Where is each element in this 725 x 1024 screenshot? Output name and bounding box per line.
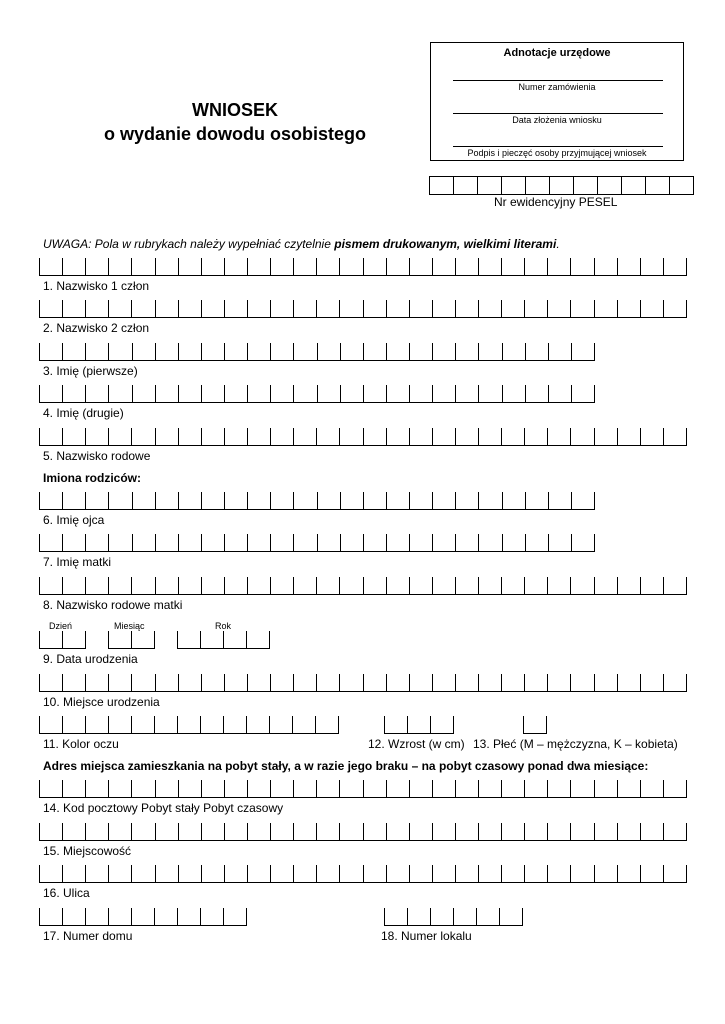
submission-date-line xyxy=(453,113,663,114)
father-name-label: 6. Imię ojca xyxy=(43,513,105,527)
pesel-label: Nr ewidencyjny PESEL xyxy=(494,195,618,209)
surname-2-label: 2. Nazwisko 2 człon xyxy=(43,321,150,335)
street-input[interactable] xyxy=(39,866,687,883)
family-name-label: 5. Nazwisko rodowe xyxy=(43,449,151,463)
height-input[interactable] xyxy=(384,717,454,734)
house-number-input[interactable] xyxy=(39,909,247,926)
postal-code-input[interactable] xyxy=(39,781,687,798)
second-name-input[interactable] xyxy=(39,386,595,403)
submission-date-caption: Data złożenia wniosku xyxy=(512,115,602,125)
first-name-input[interactable] xyxy=(39,344,595,361)
address-heading: Adres miejsca zamieszkania na pobyt stały, a w razie jego braku – na pobyt czasowy ponad dwa miesiące: xyxy=(43,759,649,773)
official-heading: Adnotacje urzędowe xyxy=(503,47,611,59)
month-caption: Miesiąc xyxy=(114,621,145,631)
mother-name-input[interactable] xyxy=(39,535,595,552)
form-subtitle: o wydanie dowodu osobistego xyxy=(103,124,366,144)
signature-caption: Podpis i pieczęć osoby przyjmującej wniosek xyxy=(467,148,647,158)
day-caption: Dzień xyxy=(49,621,73,631)
signature-line xyxy=(453,146,663,147)
parents-heading: Imiona rodziców: xyxy=(43,471,142,485)
street-label: 16. Ulica xyxy=(43,886,90,900)
surname-1-label: 1. Nazwisko 1 człon xyxy=(43,279,150,293)
birth-place-input[interactable] xyxy=(39,675,687,692)
order-number-caption: Numer zamówienia xyxy=(518,82,596,92)
flat-number-label: 18. Numer lokalu xyxy=(381,929,472,943)
second-name-label: 4. Imię (drugie) xyxy=(43,406,124,420)
form-title: WNIOSEK xyxy=(191,100,278,120)
sex-input[interactable] xyxy=(523,717,547,734)
mother-name-label: 7. Imię matki xyxy=(43,555,112,569)
instruction-note: UWAGA: Pola w rubrykach należy wypełniać czytelnie pismem drukowanym, wielkimi literami. xyxy=(43,237,560,251)
birth-date-label: 9. Data urodzenia xyxy=(43,652,138,666)
mother-family-name-input[interactable] xyxy=(39,578,687,595)
locality-label: 15. Miejscowość xyxy=(43,844,132,858)
year-caption: Rok xyxy=(215,621,232,631)
family-name-input[interactable] xyxy=(39,429,687,446)
locality-input[interactable] xyxy=(39,824,687,841)
postal-code-label: 14. Kod pocztowy Pobyt stały Pobyt czasowy xyxy=(43,801,284,815)
birth-day-input[interactable] xyxy=(39,632,86,649)
birth-year-input[interactable] xyxy=(177,632,270,649)
birth-month-input[interactable] xyxy=(108,632,155,649)
birth-place-label: 10. Miejsce urodzenia xyxy=(43,695,160,709)
first-name-label: 3. Imię (pierwsze) xyxy=(43,364,138,378)
eye-color-label: 11. Kolor oczu xyxy=(43,737,119,751)
order-number-line xyxy=(453,80,663,81)
flat-number-input[interactable] xyxy=(384,909,523,926)
height-label: 12. Wzrost (w cm) xyxy=(368,737,465,751)
house-number-label: 17. Numer domu xyxy=(43,929,133,943)
official-annotations-box xyxy=(430,42,684,161)
sex-label: 13. Płeć (M – mężczyzna, K – kobieta) xyxy=(473,737,678,751)
surname-1-input[interactable] xyxy=(39,259,687,276)
mother-family-name-label: 8. Nazwisko rodowe matki xyxy=(43,598,183,612)
eye-color-input[interactable] xyxy=(39,717,339,734)
surname-2-input[interactable] xyxy=(39,301,687,318)
pesel-input[interactable] xyxy=(430,176,694,195)
father-name-input[interactable] xyxy=(39,493,595,510)
